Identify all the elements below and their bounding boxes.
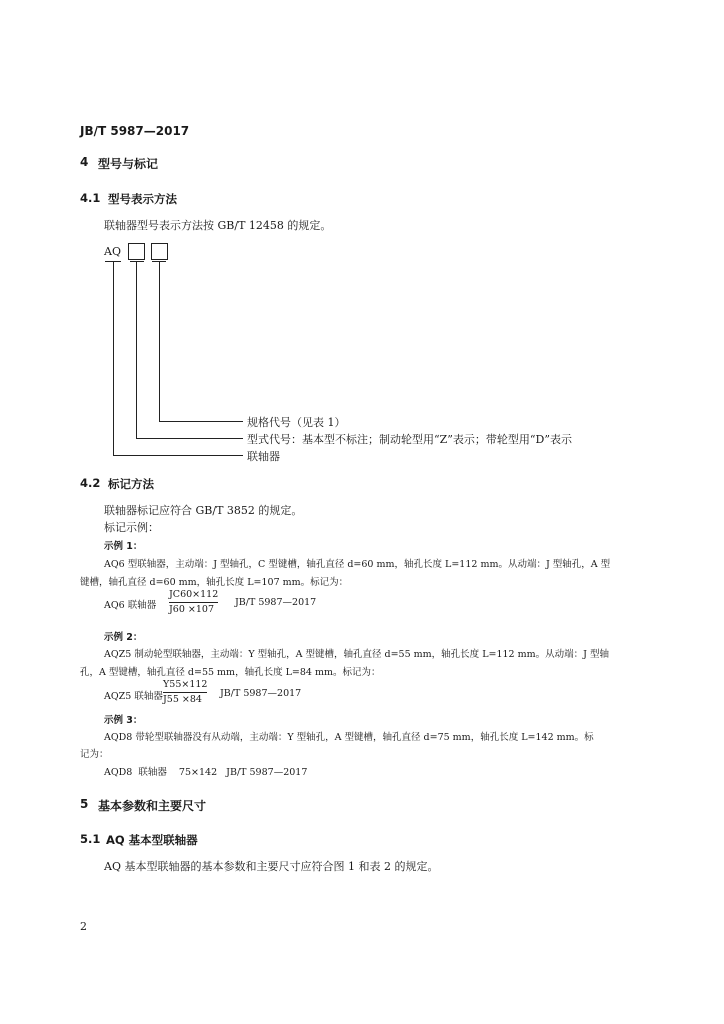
example-2-fraction-bar [163,692,207,693]
coupling-label: 联轴器 [247,450,280,463]
example-2-title: 示例 2： [104,632,143,643]
example-1-fraction [169,589,218,616]
example-2-numerator: Y55×112 [163,679,208,690]
section-5-number: 5 [80,797,89,811]
example-2-standard: JB/T 5987—2017 [220,688,302,699]
example-1-desc-line-2: 键槽，轴孔直径 d=60 mm，轴孔长度 L=107 mm。标记为： [80,577,349,588]
example-1-title: 示例 1： [104,541,143,552]
example-3-desc-line-1: AQD8 带轮型联轴器没有从动端，主动端：Y 型轴孔，A 型键槽，轴孔直径 d=75 mm，轴孔长度 L=142 mm。标 [104,732,594,743]
marking-examples-label: 标记示例： [104,521,159,534]
example-2-mark-prefix: AQZ5 联轴器 [104,691,163,702]
section-4-title: 型号与标记 [98,157,159,171]
prefix-leader-line [113,261,114,455]
section-4-1-paragraph: 联轴器型号表示方法按 GB/T 12458 的规定。 [104,219,332,232]
section-4-2-paragraph: 联轴器标记应符合 GB/T 3852 的规定。 [104,504,303,517]
example-3-mark-line: AQD8 联轴器 75×142 JB/T 5987—2017 [104,767,308,778]
section-4-number: 4 [80,155,89,169]
example-1-fraction-bar [169,602,218,603]
example-1-numerator: JC60×112 [169,589,219,600]
example-1-desc-line-1: AQ6 型联轴器，主动端：J 型轴孔，C 型键槽，轴孔直径 d=60 mm，轴孔长度 L=112 mm。从动端：J 型轴孔，A 型 [104,559,611,570]
example-2-fraction [163,679,207,706]
document-code-header: JB/T 5987—2017 [80,124,190,138]
example-1-standard: JB/T 5987—2017 [235,597,317,608]
section-4-1-number: 4.1 [80,191,101,205]
page-number: 2 [80,920,87,933]
size-leader-line [159,261,160,421]
type-leader-horizontal [136,438,243,439]
section-5-1-paragraph: AQ 基本型联轴器的基本参数和主要尺寸应符合图 1 和表 2 的规定。 [104,860,439,873]
example-2-denominator: J55 ×84 [163,694,202,705]
type-box-underline [130,261,144,262]
section-5-title: 基本参数和主要尺寸 [98,799,207,813]
type-leader-line [136,261,137,438]
section-4-2-title: 标记方法 [108,477,154,491]
section-4-1-title: 型号表示方法 [108,192,177,206]
model-prefix: AQ [104,245,121,258]
example-2-desc-line-2: 孔，A 型键槽，轴孔直径 d=55 mm，轴孔长度 L=84 mm。标记为： [80,667,381,678]
size-code-box [151,243,168,260]
section-4-2-number: 4.2 [80,476,101,490]
prefix-leader-horizontal [113,455,243,456]
type-code-label: 型式代号：基本型不标注；制动轮型用“Z”表示；带轮型用“D”表示 [247,433,572,446]
example-3-desc-line-2: 记为： [80,749,109,760]
example-1-denominator: J60 ×107 [169,604,215,615]
section-5-1-title: AQ 基本型联轴器 [106,833,198,847]
example-3-title: 示例 3： [104,715,143,726]
size-code-label: 规格代号（见表 1） [247,416,346,429]
type-code-box [128,243,145,260]
section-5-1-number: 5.1 [80,832,101,846]
example-1-mark-prefix: AQ6 联轴器 [104,600,157,611]
size-leader-horizontal [159,421,243,422]
example-2-desc-line-1: AQZ5 制动轮型联轴器，主动端：Y 型轴孔，A 型键槽，轴孔直径 d=55 mm，轴孔长度 L=112 mm。从动端：J 型轴 [104,649,609,660]
